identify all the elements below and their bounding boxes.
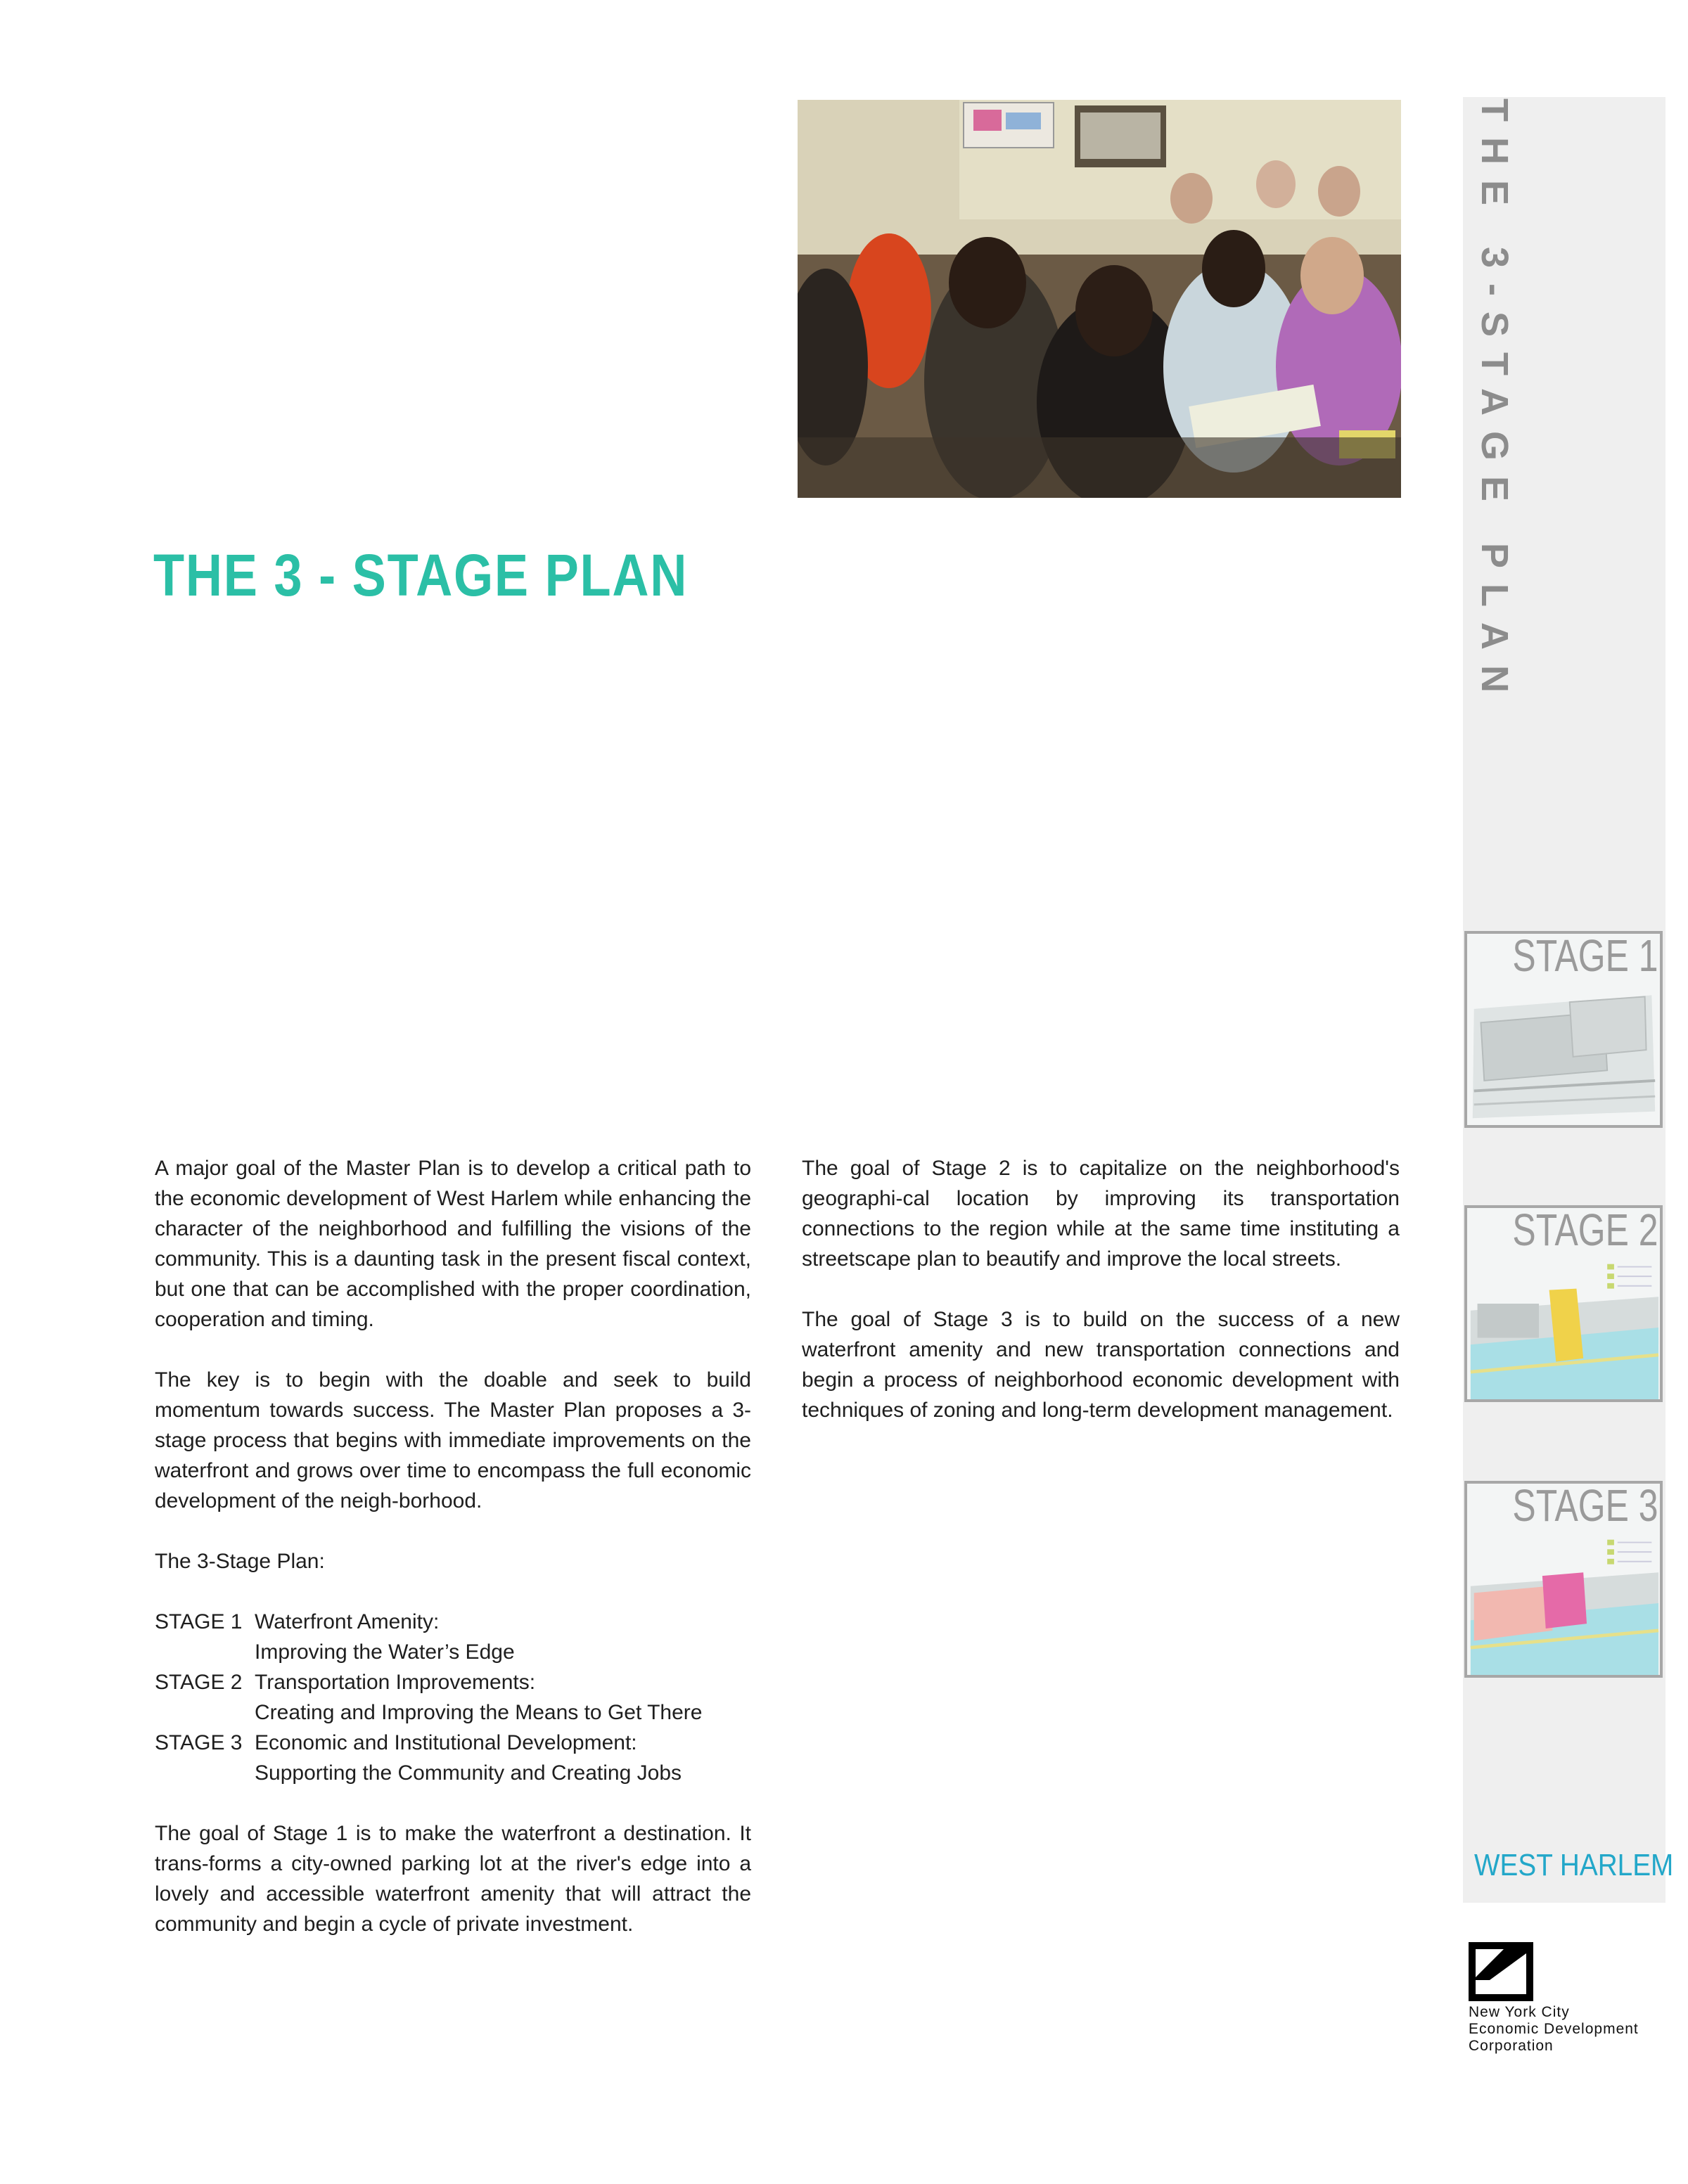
stage-list xyxy=(155,1607,751,1788)
stage-key: STAGE 2 xyxy=(155,1671,243,1694)
stage-list-row xyxy=(155,1758,751,1788)
stage-3-thumbnail xyxy=(1464,1481,1663,1678)
stage-subtitle: Creating and Improving the Means to Get There xyxy=(255,1701,703,1724)
stage-key: STAGE 1 xyxy=(155,1610,243,1633)
stage-subtitle: Supporting the Community and Creating Jobs xyxy=(255,1761,682,1785)
stage-key: STAGE 3 xyxy=(155,1731,243,1754)
region-label: WEST HARLEM xyxy=(1474,1848,1674,1882)
stage-list-row xyxy=(155,1637,751,1667)
stage-3-label: STAGE 3 xyxy=(1512,1481,1658,1531)
paragraph: The goal of Stage 2 is to capitalize on the neighborhood's geographi-cal location by improving its transportation connections to the region while at the same time instituting a streetscape plan to beautify and improve the local streets. xyxy=(802,1157,1400,1271)
stage-title: Waterfront Amenity: xyxy=(255,1610,440,1633)
stage-2-thumbnail xyxy=(1464,1205,1663,1402)
paragraph: The 3-Stage Plan: xyxy=(155,1550,325,1573)
logo-text xyxy=(1469,2004,1639,2055)
body-left-column xyxy=(155,1153,751,1970)
paragraph: A major goal of the Master Plan is to develop a critical path to the economic development of West Harlem while enhancing the character of the neighborhood and fulfilling the visions of the community. This is a daunting task in the present fiscal context, but one that can be accomplished with the proper coordination, cooperation and timing. xyxy=(155,1157,751,1331)
paragraph: The key is to begin with the doable and seek to build momentum towards success. The Master Plan proposes a 3-stage process that begins with immediate improvements on the waterfront and grows over time to encompass the full economic development of the neigh-borhood. xyxy=(155,1368,751,1512)
body-right-column xyxy=(802,1153,1400,1456)
stage-2-label: STAGE 2 xyxy=(1512,1205,1658,1255)
logo-line-3: Corporation xyxy=(1469,2038,1554,2054)
nycedc-logo-icon xyxy=(1469,1942,1533,2001)
logo-line-1: New York City xyxy=(1469,2004,1570,2020)
meeting-photo xyxy=(798,100,1401,498)
stage-1-thumbnail xyxy=(1464,931,1663,1128)
stage-subtitle: Improving the Water’s Edge xyxy=(255,1640,515,1664)
logo-line-2: Economic Development xyxy=(1469,2021,1639,2037)
stage-1-label: STAGE 1 xyxy=(1512,931,1658,981)
paragraph: The goal of Stage 3 is to build on the success of a new waterfront amenity and new transportation connections and begin a process of neighborhood economic development with techniques of zoning and long-term development management. xyxy=(802,1308,1400,1422)
stage-list-row xyxy=(155,1697,751,1728)
stage-list-row xyxy=(155,1728,751,1758)
stage-list-row xyxy=(155,1607,751,1637)
page-title: THE 3 - STAGE PLAN xyxy=(153,542,689,608)
sidebar-vertical-title: THE 3-STAGE PLAN xyxy=(1473,98,1516,709)
stage-title: Transportation Improvements: xyxy=(255,1671,536,1694)
stage-title: Economic and Institutional Development: xyxy=(255,1731,637,1754)
stage-list-row xyxy=(155,1667,751,1697)
paragraph: The goal of Stage 1 is to make the waterfront a destination. It trans-forms a city-owned parking lot at the river's edge into a lovely and accessible waterfront amenity that will attract the community and begin a cycle of private investment. xyxy=(155,1822,751,1936)
